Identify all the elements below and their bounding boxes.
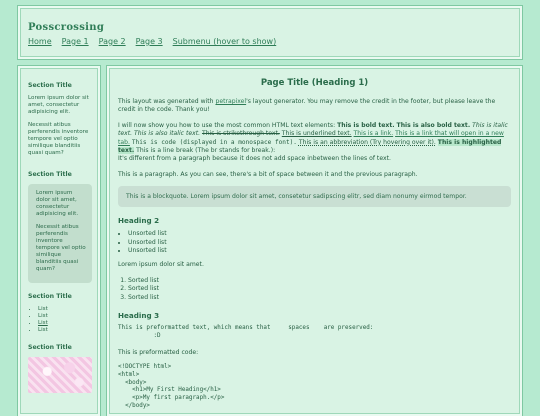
sidebar-section-2-title: Section Title bbox=[28, 171, 72, 178]
sidebar-list-item: • List bbox=[38, 306, 92, 313]
sidebar-list-item: • List bbox=[38, 313, 92, 320]
sidebar bbox=[18, 66, 100, 416]
list-item: • Unsorted list bbox=[128, 230, 511, 238]
link[interactable]: This is a link. bbox=[353, 130, 394, 138]
code-text: This is code (displayed in a monospace font). bbox=[131, 138, 297, 146]
sidebar-section-1-title: Section Title bbox=[28, 82, 72, 89]
strikethrough-text: This is strikethrough text. bbox=[201, 130, 280, 138]
code-block: <!DOCTYPE html> <html> <body> <h1>My First Heading</h1> <p>My first paragraph.</p> </body> bbox=[118, 364, 225, 410]
list-item: 3. Sorted list bbox=[128, 294, 511, 302]
code-label: This is preformatted code: bbox=[118, 348, 199, 356]
sidebar-section-2-text-1: Lorem ipsum dolor sit amet, consectetur adipisicing elit. bbox=[36, 190, 79, 217]
abbreviation[interactable]: This is an abbreviation (Try hovering over it). bbox=[298, 138, 436, 146]
intro-text: This layout was generated with bbox=[118, 98, 216, 105]
site-title: Posscrossing bbox=[28, 22, 105, 33]
link-new-tab[interactable]: This is a link that will open in a new tab. bbox=[118, 130, 504, 146]
list-item: • Unsorted list bbox=[128, 247, 511, 255]
highlighted-text: This is highlighted text. bbox=[118, 138, 502, 155]
sidebar-section-3-title: Section Title bbox=[28, 293, 72, 300]
heading-2: Heading 2 bbox=[118, 216, 160, 226]
sidebar-section-2-text-2: Necessit atibus perferendis inventore tempore vel optio similique blanditiis quasi quam? bbox=[36, 224, 86, 272]
bold-text-2: This is also bold text. bbox=[396, 121, 471, 129]
paragraph: This is a paragraph. As you can see, there's a bit of space between it and the previous paragraph. bbox=[118, 170, 418, 178]
intro-paragraph bbox=[118, 98, 511, 115]
lorem-paragraph: Lorem ipsum dolor sit amet. bbox=[118, 261, 204, 269]
underlined-text: This is underlined text. bbox=[281, 130, 352, 138]
sidebar-section-1-text-2: Necessit atibus perferendis inventore tempore vel optio similique blanditiis quasi quam? bbox=[28, 122, 89, 156]
italic-text: This is italic text. bbox=[118, 121, 508, 138]
after-break-text: It's different from a paragraph because it does not add space inbetween the lines of text. bbox=[118, 155, 391, 163]
header bbox=[18, 6, 522, 59]
elements-paragraph bbox=[118, 122, 511, 164]
preformatted-text: This is preformatted text, which means that spaces are preserved: :D bbox=[118, 325, 374, 339]
main-content bbox=[107, 66, 522, 416]
sidebar-list bbox=[28, 306, 92, 334]
intro-text-rest: 's layout generator. You may remove the credit in the footer, but please leave the credit in the code. Thank you! bbox=[118, 98, 496, 114]
blockquote: This is a blockquote. Lorem ipsum dolor sit amet, consetetur sadipscing elitr, sed diam nonumy eirmod tempor. bbox=[118, 186, 511, 207]
nav-page-2[interactable]: Page 2 bbox=[98, 37, 126, 46]
nav-page-1[interactable]: Page 1 bbox=[61, 37, 89, 46]
elements-lead: I will now show you how to use the most common HTML text elements: bbox=[118, 121, 338, 129]
bold-text: This is bold text. bbox=[337, 121, 395, 129]
italic-text-2: This is also italic text. bbox=[134, 130, 201, 138]
sidebar-decorative-image bbox=[28, 357, 92, 393]
list-item: • Unsorted list bbox=[128, 239, 511, 247]
list-item: 2. Sorted list bbox=[128, 285, 511, 293]
sidebar-boxed-section bbox=[28, 184, 92, 283]
nav-submenu[interactable]: Submenu (hover to show) bbox=[172, 37, 277, 46]
sidebar-section-1-text-1: Lorem ipsum dolor sit amet, consectetur adipisicing elit. bbox=[28, 95, 89, 115]
page-title: Page Title (Heading 1) bbox=[260, 78, 369, 88]
unsorted-list bbox=[118, 230, 511, 255]
nav-page-3[interactable]: Page 3 bbox=[135, 37, 163, 46]
sidebar-list-item: • List bbox=[38, 327, 92, 334]
top-nav bbox=[28, 37, 512, 46]
line-break-text: This is a line break (The br stands for break.): bbox=[136, 147, 276, 155]
heading-3: Heading 3 bbox=[118, 311, 160, 321]
sorted-list bbox=[118, 277, 511, 302]
list-item: 1. Sorted list bbox=[128, 277, 511, 285]
nav-home[interactable]: Home bbox=[28, 37, 52, 46]
credit-link[interactable]: petrapixel bbox=[215, 98, 247, 105]
sidebar-list-link[interactable]: List bbox=[38, 320, 48, 326]
sidebar-list-item bbox=[38, 320, 92, 327]
sidebar-section-4-title: Section Title bbox=[28, 344, 72, 351]
